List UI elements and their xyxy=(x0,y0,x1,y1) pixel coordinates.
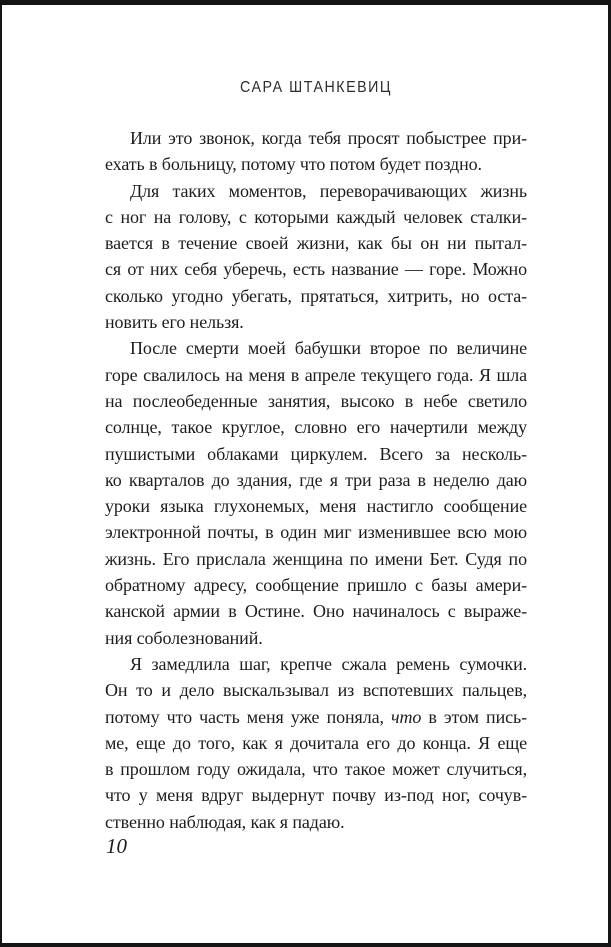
text-line: с ног на голову, с которыми каждый человек сталки- xyxy=(105,206,527,227)
text-line: жизнь. Его прислала женщина по имени Бет. Судя по xyxy=(105,548,527,569)
text-block xyxy=(105,125,527,835)
text-line: пушистыми облаками циркулем. Всего за несколь- xyxy=(105,443,527,464)
text-line: обратному адресу, сообщение пришло с базы амери- xyxy=(105,575,527,596)
text-line: Он то и дело выскальзывал из вспотевших пальцев, xyxy=(105,680,527,701)
text-line: ственно наблюдая, как я падаю. xyxy=(105,811,345,832)
text-line: Я замедлила шаг, крепче сжала ремень сумочки. xyxy=(130,653,527,674)
text-line: ме, еще до того, как я дочитала его до конца. Я еще xyxy=(105,732,527,753)
text-line: новить его нельзя. xyxy=(105,312,244,333)
text-line: Или это звонок, когда тебя просят побыстрее при- xyxy=(130,128,527,148)
text-line: солнце, такое круглое, словно его начертили между xyxy=(105,417,527,438)
italic-text-segment: что xyxy=(391,706,422,727)
text-line: После смерти моей бабушки второе по величине xyxy=(130,338,527,359)
text-line: ко кварталов до здания, где я три раза в неделю даю xyxy=(105,469,527,490)
text-line: Для таких моментов, переворачивающих жизнь xyxy=(130,180,527,201)
running-header: САРА ШТАНКЕВИЦ xyxy=(240,78,392,97)
text-segment: в этом пись- xyxy=(421,706,527,727)
text-line: ся от них себя уберечь, есть название — горе. Можно xyxy=(105,259,527,280)
text-segment: потому что часть меня уже поняла, xyxy=(105,706,391,727)
text-line: ния соболезнований. xyxy=(105,627,263,648)
page-number: 10 xyxy=(106,834,127,858)
text-line: электронной почты, в один миг изменившее всю мою xyxy=(105,522,527,543)
text-line: ехать в больницу, потому что потом будет поздно. xyxy=(105,154,482,175)
text-line: что у меня вдруг выдернут почву из-под ног, сочув- xyxy=(105,785,527,806)
text-line: вается в течение своей жизни, как бы он ни пытал- xyxy=(105,233,527,254)
text-line: канской армии в Остине. Оно начиналось с выраже- xyxy=(105,601,527,622)
text-line: на послеобеденные занятия, высоко в небе светило xyxy=(105,390,527,411)
text-line: сколько угодно убегать, прятаться, хитрить, но оста- xyxy=(105,285,527,306)
text-line xyxy=(105,704,527,730)
text-line: в прошлом году ожидала, что такое может случиться, xyxy=(105,759,527,780)
text-line: горе свалилось на меня в апреле текущего года. Я шла xyxy=(105,364,527,385)
text-line: уроки языка глухонемых, меня настигло сообщение xyxy=(105,496,527,517)
